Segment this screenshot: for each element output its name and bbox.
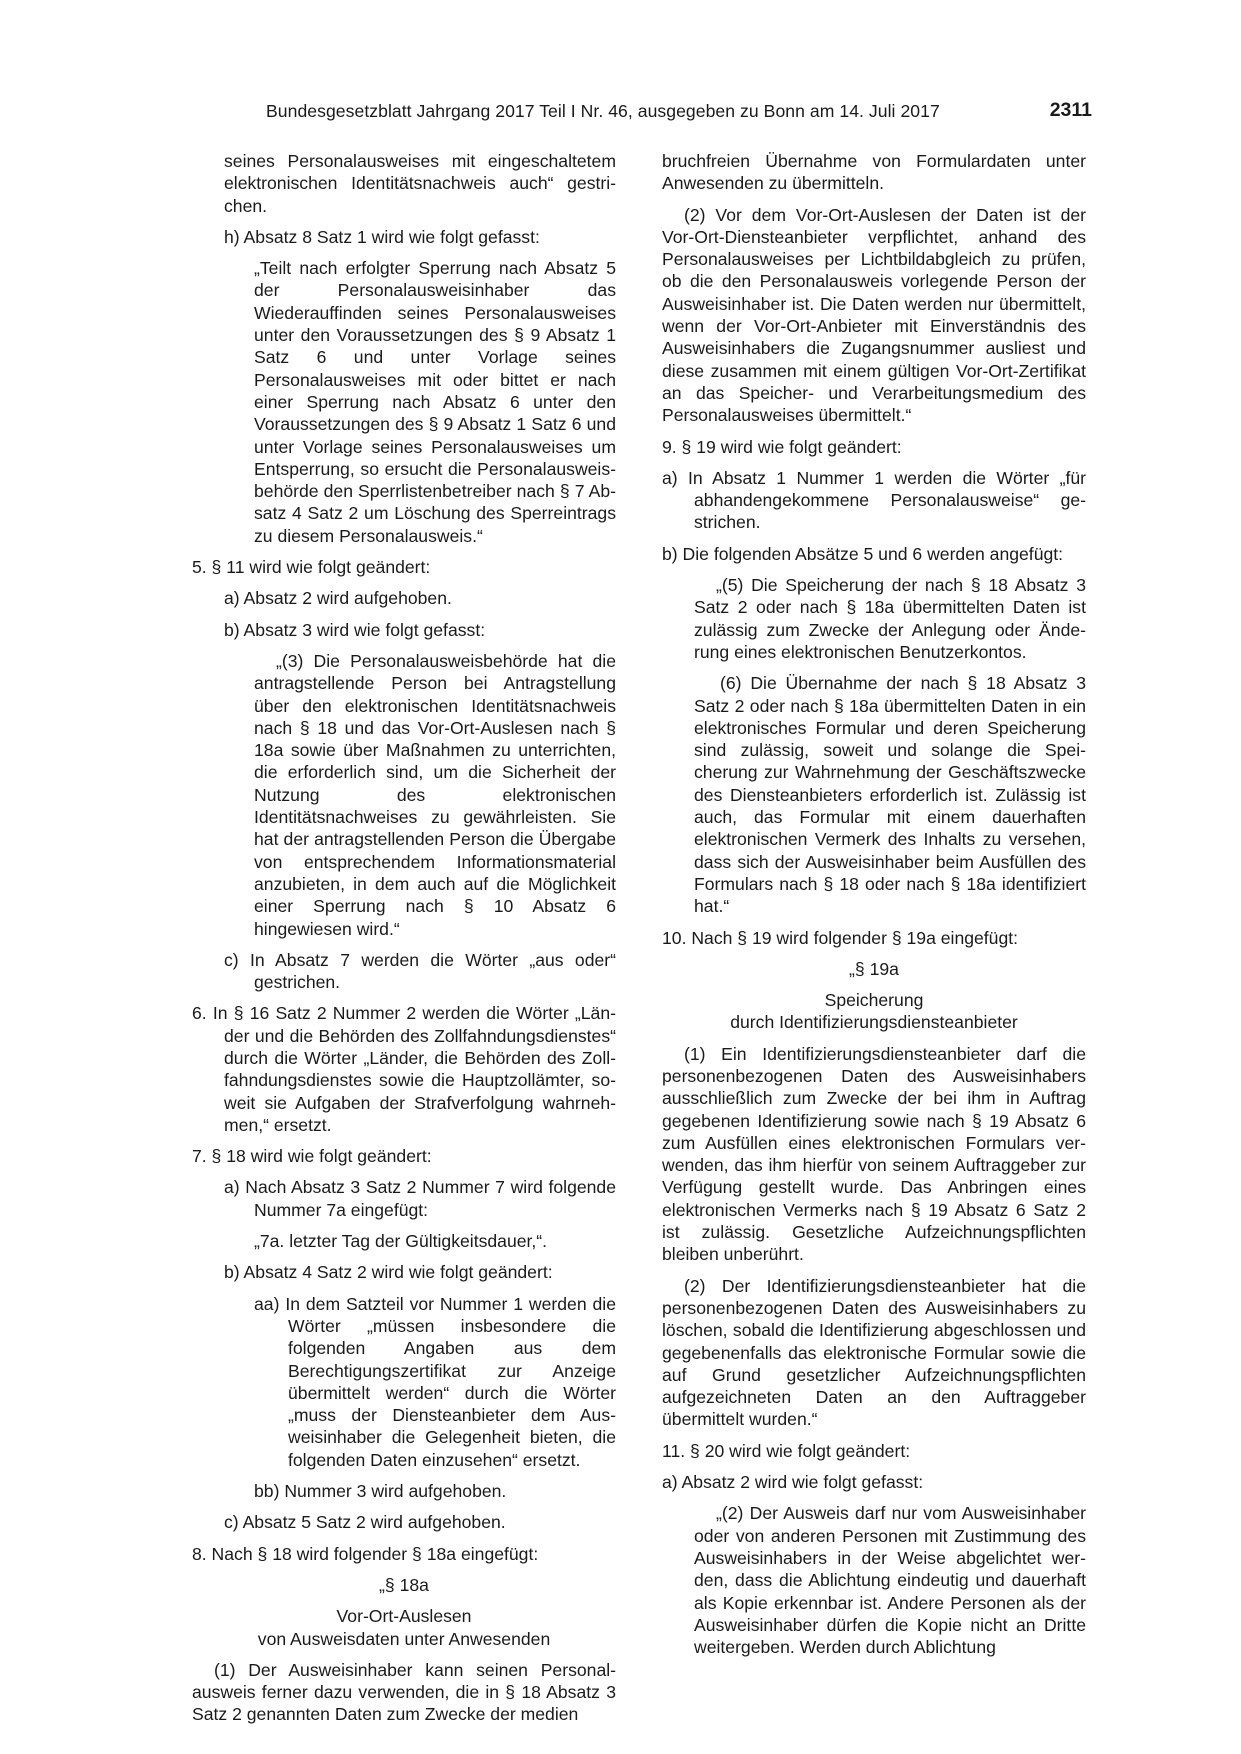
list-item: 6. In § 16 Satz 2 Nummer 2 werden die Wörter „Länder und die Behörden des Zollfahndungsdienstes“ durch die Wörter „Länder, die Behörden des Zollfahndungsdienstes sowie die Hauptzollämter, soweit sie Aufgaben der Strafverfolgung wahrnehmen,“ ersetzt.: [192, 1003, 616, 1135]
list-item: bb) Nummer 3 wird aufgehoben.: [254, 1481, 507, 1502]
quoted-text: „(3) Die Personalausweisbehörde hat die antragstellende Person bei Antragstellung über den elektronischen Identitätsnachweis nach § 18 und das Vor-Ort-Auslesen nach § 18a sowie über Maßnahmen zu unterrichten, die erforderlich sind, um die Sicherheit der Nutzung des elektronischen Identitätsnachweises zu gewährleisten. Sie hat der antragstellenden Person die Übergabe von entsprechendem Informationsmaterial anzubieten, in dem auch auf die Möglichkeit einer Sperrung nach § 10 Absatz 6 hingewiesen wird.“: [254, 650, 616, 939]
page-number: 2311: [1049, 99, 1092, 121]
list-item: 10. Nach § 19 wird folgender § 19a eingefügt:: [662, 927, 1019, 948]
right-column: [662, 150, 1086, 1658]
list-item: c) Absatz 5 Satz 2 wird aufgehoben.: [224, 1512, 506, 1533]
page-header: [192, 101, 1117, 129]
paragraph: (2) Vor dem Vor-Ort-Auslesen der Daten ist der Vor-Ort-Diensteanbieter verpflichtet, anhand des Personalausweises per Lichtbildabgleich zu prüfen, ob die den Personalausweis vorlegende Person der Ausweisinhaber ist. Die Daten werden nur übermittelt, wenn der Vor-Ort-Anbieter mit Einverständnis des Ausweisinhabers die Zugangsnummer ausliest und diese zusammen mit einem gültigen Vor-Ort-Zertifikat an das Speicher- und Verarbeitungsmedium des Personalausweises übermittelt.“: [662, 204, 1086, 426]
paragraph: (1) Der Ausweisinhaber kann seinen Personalausweis ferner dazu verwenden, die in § 18 Absatz 3 Satz 2 genannten Daten zum Zwecke der medien: [192, 1659, 616, 1725]
list-item: 9. § 19 wird wie folgt geändert:: [662, 436, 902, 457]
quoted-text: „(5) Die Speicherung der nach § 18 Absatz 3 Satz 2 oder nach § 18a übermittelten Daten ist zulässig zum Zwecke der Anlegung oder Änderung eines elektronischen Benutzerkontos.: [694, 575, 1086, 662]
paragraph: bruchfreien Übernahme von Formulardaten unter Anwesenden zu übermitteln.: [662, 151, 1086, 194]
paragraph: seines Personalausweises mit eingeschaltetem elektronischen Identitätsnachweis auch“ gestrichen.: [224, 151, 616, 216]
quoted-text: (6) Die Übernahme der nach § 18 Absatz 3 Satz 2 oder nach § 18a übermittelten Daten in ein elektronisches Formular und deren Speicherung sind zulässig, soweit und solange die Speicherung zur Wahrnehmung der Geschäftszwecke des Diensteanbieters erforderlich ist. Zulässig ist auch, das Formular mit einem dauerhaften elektronischen Vermerk des Inhalts zu versehen, dass sich der Ausweisinhaber beim Ausfüllen des Formulars nach § 18 oder nach § 18a identifiziert hat.“: [694, 673, 1086, 917]
running-head: Bundesgesetzblatt Jahrgang 2017 Teil I Nr. 46, ausgegeben zu Bonn am 14. Juli 2017: [266, 101, 940, 121]
list-item: aa) In dem Satzteil vor Nummer 1 werden die Wörter „müssen insbesondere die folgenden Angaben aus dem Berechtigungszertifikat zur Anzeige übermittelt werden“ durch die Wörter „muss der Diensteanbieter dem Ausweisinhaber die Gelegenheit bieten, die folgenden Daten einzusehen“ ersetzt.: [254, 1293, 616, 1470]
list-item: b) Die folgenden Absätze 5 und 6 werden angefügt:: [662, 543, 1064, 564]
quoted-text: „7a. letzter Tag der Gültigkeitsdauer,“.: [254, 1231, 548, 1252]
section-title: von Ausweisdaten unter Anwesenden: [257, 1628, 551, 1649]
quoted-text: „(2) Der Ausweis darf nur vom Ausweisinhaber oder von anderen Personen mit Zustimmung des Ausweisinhabers in der Weise abgelichtet werden, dass die Ablichtung eindeutig und dauerhaft als Kopie erkennbar ist. Andere Personen als der Ausweisinhaber dürfen die Kopie nicht an Dritte weitergeben. Werden durch Ablichtung: [694, 1503, 1086, 1658]
list-item: b) Absatz 4 Satz 2 wird wie folgt geändert:: [224, 1262, 553, 1283]
list-item: a) Nach Absatz 3 Satz 2 Nummer 7 wird folgende Nummer 7a eingefügt:: [224, 1177, 616, 1220]
list-item: a) Absatz 2 wird wie folgt gefasst:: [662, 1472, 924, 1493]
list-item: 11. § 20 wird wie folgt geändert:: [662, 1440, 911, 1461]
quoted-text: „Teilt nach erfolgter Sperrung nach Absatz 5 der Personalausweisinhaber das Wiederauffinden seines Personalausweises unter den Voraussetzungen des § 9 Absatz 1 Satz 6 und unter Vorlage seines Personalausweises mit oder bittet er nach einer Sperrung nach Absatz 6 unter den Voraussetzungen des § 9 Absatz 1 Satz 6 und unter Vorlage seines Personalausweises um Entsperrung, so ersucht die Personalausweisbehörde den Sperrlistenbetreiber nach § 7 Absatz 4 Satz 2 um Löschung des Sperreintrags zu diesem Personalausweis.“: [254, 258, 616, 546]
paragraph: (2) Der Identifizierungsdiensteanbieter hat die personenbezogenen Daten des Ausweisinhabers zu löschen, sobald die Identifizierung abgeschlossen und gegebenenfalls das elektronische Formular sowie die auf Grund gesetzlicher Aufzeichnungspflichten aufgezeichneten Daten an den Auftraggeber übermittelt wurden.“: [662, 1275, 1086, 1430]
list-item: a) Absatz 2 wird aufgehoben.: [224, 588, 452, 609]
section-number: „§ 19a: [849, 958, 899, 979]
list-item: h) Absatz 8 Satz 1 wird wie folgt gefasst:: [224, 226, 540, 247]
list-item: a) In Absatz 1 Nummer 1 werden die Wörter „für abhandengekommene Personalausweise“ gestrichen.: [662, 467, 1086, 533]
list-item: 5. § 11 wird wie folgt geändert:: [192, 557, 431, 578]
section-title: durch Identifizierungsdiensteanbieter: [730, 1012, 1018, 1033]
list-item: 8. Nach § 18 wird folgender § 18a eingefügt:: [192, 1543, 539, 1564]
list-item: 7. § 18 wird wie folgt geändert:: [192, 1146, 432, 1167]
section-number: „§ 18a: [379, 1574, 429, 1595]
paragraph: (1) Ein Identifizierungsdiensteanbieter darf die personenbezogenen Daten des Ausweisinhabers ausschließlich zum Zwecke der bei ihm in Auftrag gegebenen Identifizierung sowie nach § 19 Absatz 6 zum Ausfüllen eines elektronischen Formulars verwenden, das ihm hierfür von seinem Auftraggeber zur Verfügung gestellt wurde. Das Anbringen eines elektronischen Vermerks nach § 19 Absatz 6 Satz 2 ist zulässig. Gesetzliche Aufzeichnungspflichten bleiben unberührt.: [662, 1043, 1086, 1265]
section-title: Speicherung: [824, 990, 924, 1011]
left-column: [192, 150, 616, 1726]
list-item: b) Absatz 3 wird wie folgt gefasst:: [224, 619, 486, 640]
list-item: c) In Absatz 7 werden die Wörter „aus oder“ gestrichen.: [224, 949, 616, 993]
section-title: Vor-Ort-Auslesen: [336, 1606, 472, 1627]
